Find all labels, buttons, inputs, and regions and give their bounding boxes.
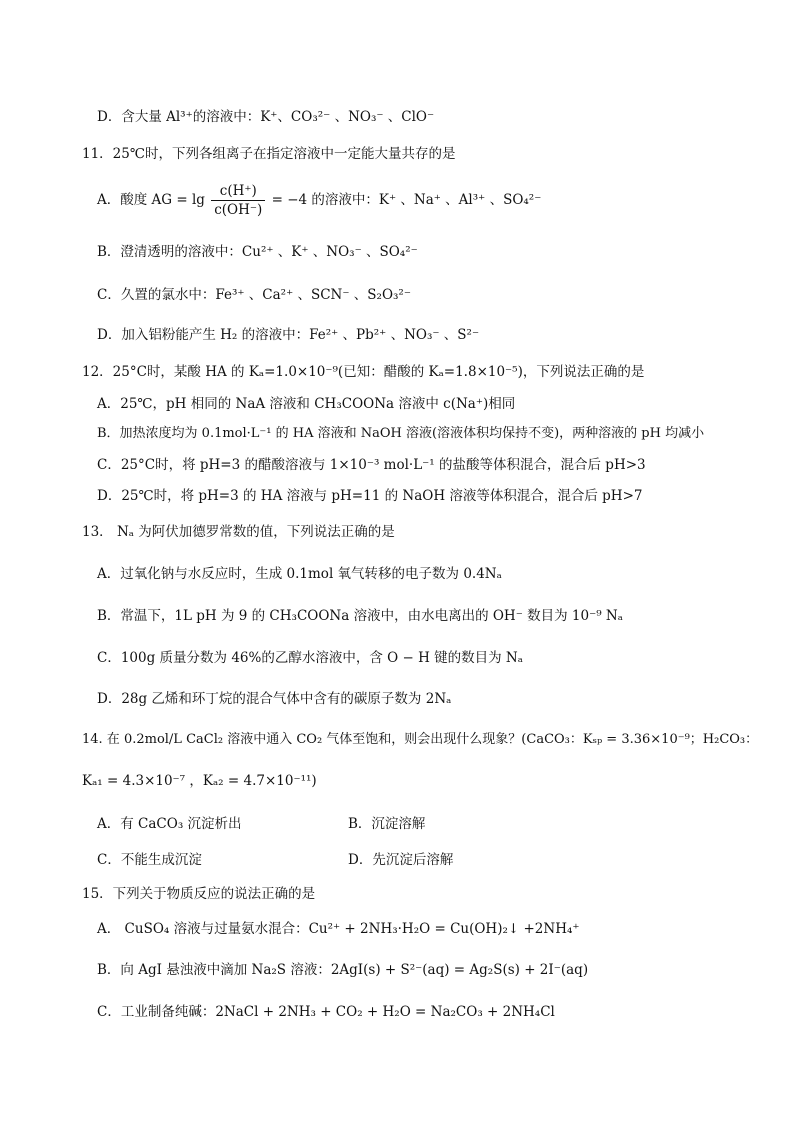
option-11a-suffix: = −4 的溶液中：K⁺ 、Na⁺ 、Al³⁺ 、SO₄²⁻	[271, 192, 542, 208]
option-11a	[97, 182, 541, 219]
option-14d: D．先沉淀后溶解	[348, 852, 454, 868]
option-13a: A．过氧化钠与水反应时，生成 0.1mol 氧气转移的电子数为 0.4Nₐ	[97, 566, 502, 582]
option-13c: C．100g 质量分数为 46%的乙醇水溶液中，含 O − H 键的数目为 Nₐ	[97, 650, 523, 666]
option-14c: C．不能生成沉淀	[97, 852, 202, 868]
option-12a: A．25℃，pH 相同的 NaA 溶液和 CH₃COONa 溶液中 c(Na⁺)相同	[97, 396, 516, 412]
question-14-line1: 14. 在 0.2mol/L CaCl₂ 溶液中通入 CO₂ 气体至饱和，则会出现什么现象？(CaCO₃：Kₛₚ = 3.36×10⁻⁹；H₂CO₃：	[82, 732, 759, 747]
option-15a: A． CuSO₄ 溶液与过量氨水混合：Cu²⁺ + 2NH₃·H₂O = Cu(OH)₂↓ +2NH₄⁺	[97, 921, 580, 937]
question-11: 11．25℃时，下列各组离子在指定溶液中一定能大量共存的是	[82, 146, 456, 162]
option-11a-prefix: A．酸度 AG = lg	[97, 192, 205, 208]
option-15c: C．工业制备纯碱：2NaCl + 2NH₃ + CO₂ + H₂O = Na₂CO₃ + 2NH₄Cl	[97, 1004, 555, 1020]
fraction-denominator: c(OH⁻)	[214, 202, 263, 218]
option-13d: D．28g 乙烯和环丁烷的混合气体中含有的碳原子数为 2Nₐ	[97, 691, 452, 707]
question-12: 12．25°C时，某酸 HA 的 Kₐ=1.0×10⁻⁹(已知：醋酸的 Kₐ=1.8×10⁻⁵)，下列说法正确的是	[82, 364, 645, 380]
option-10d: D．含大量 Al³⁺的溶液中：K⁺、CO₃²⁻ 、NO₃⁻ 、ClO⁻	[97, 109, 435, 125]
option-11b: B．澄清透明的溶液中：Cu²⁺ 、K⁺ 、NO₃⁻ 、SO₄²⁻	[97, 244, 418, 260]
acidity-fraction	[211, 182, 265, 219]
option-13b: B．常温下，1L pH 为 9 的 CH₃COONa 溶液中，由水电离出的 OH⁻ 数目为 10⁻⁹ Nₐ	[97, 608, 623, 624]
option-12c: C．25°C时，将 pH=3 的醋酸溶液与 1×10⁻³ mol·L⁻¹ 的盐酸等体积混合，混合后 pH>3	[97, 457, 646, 473]
option-14b: B．沉淀溶解	[348, 816, 426, 832]
question-15: 15．下列关于物质反应的说法正确的是	[82, 886, 316, 902]
option-15b: B．向 AgI 悬浊液中滴加 Na₂S 溶液：2AgI(s) + S²⁻(aq) = Ag₂S(s) + 2I⁻(aq)	[97, 962, 589, 978]
option-11c: C．久置的氯水中：Fe³⁺ 、Ca²⁺ 、SCN⁻ 、S₂O₃²⁻	[97, 287, 411, 303]
option-11d: D．加入铝粉能产生 H₂ 的溶液中：Fe²⁺ 、Pb²⁺ 、NO₃⁻ 、S²⁻	[97, 327, 480, 343]
option-12b: B．加热浓度均为 0.1mol·L⁻¹ 的 HA 溶液和 NaOH 溶液(溶液体积均保持不变)，两种溶液的 pH 均减小	[97, 426, 705, 441]
option-12d: D．25℃时，将 pH=3 的 HA 溶液与 pH=11 的 NaOH 溶液等体积混合，混合后 pH>7	[97, 488, 643, 504]
question-14-line2: Kₐ₁ = 4.3×10⁻⁷ ，Kₐ₂ = 4.7×10⁻¹¹)	[82, 773, 317, 789]
option-14a: A．有 CaCO₃ 沉淀析出	[97, 816, 242, 832]
fraction-numerator: c(H⁺)	[211, 182, 265, 201]
question-13: 13． Nₐ 为阿伏加德罗常数的值，下列说法正确的是	[82, 524, 395, 540]
